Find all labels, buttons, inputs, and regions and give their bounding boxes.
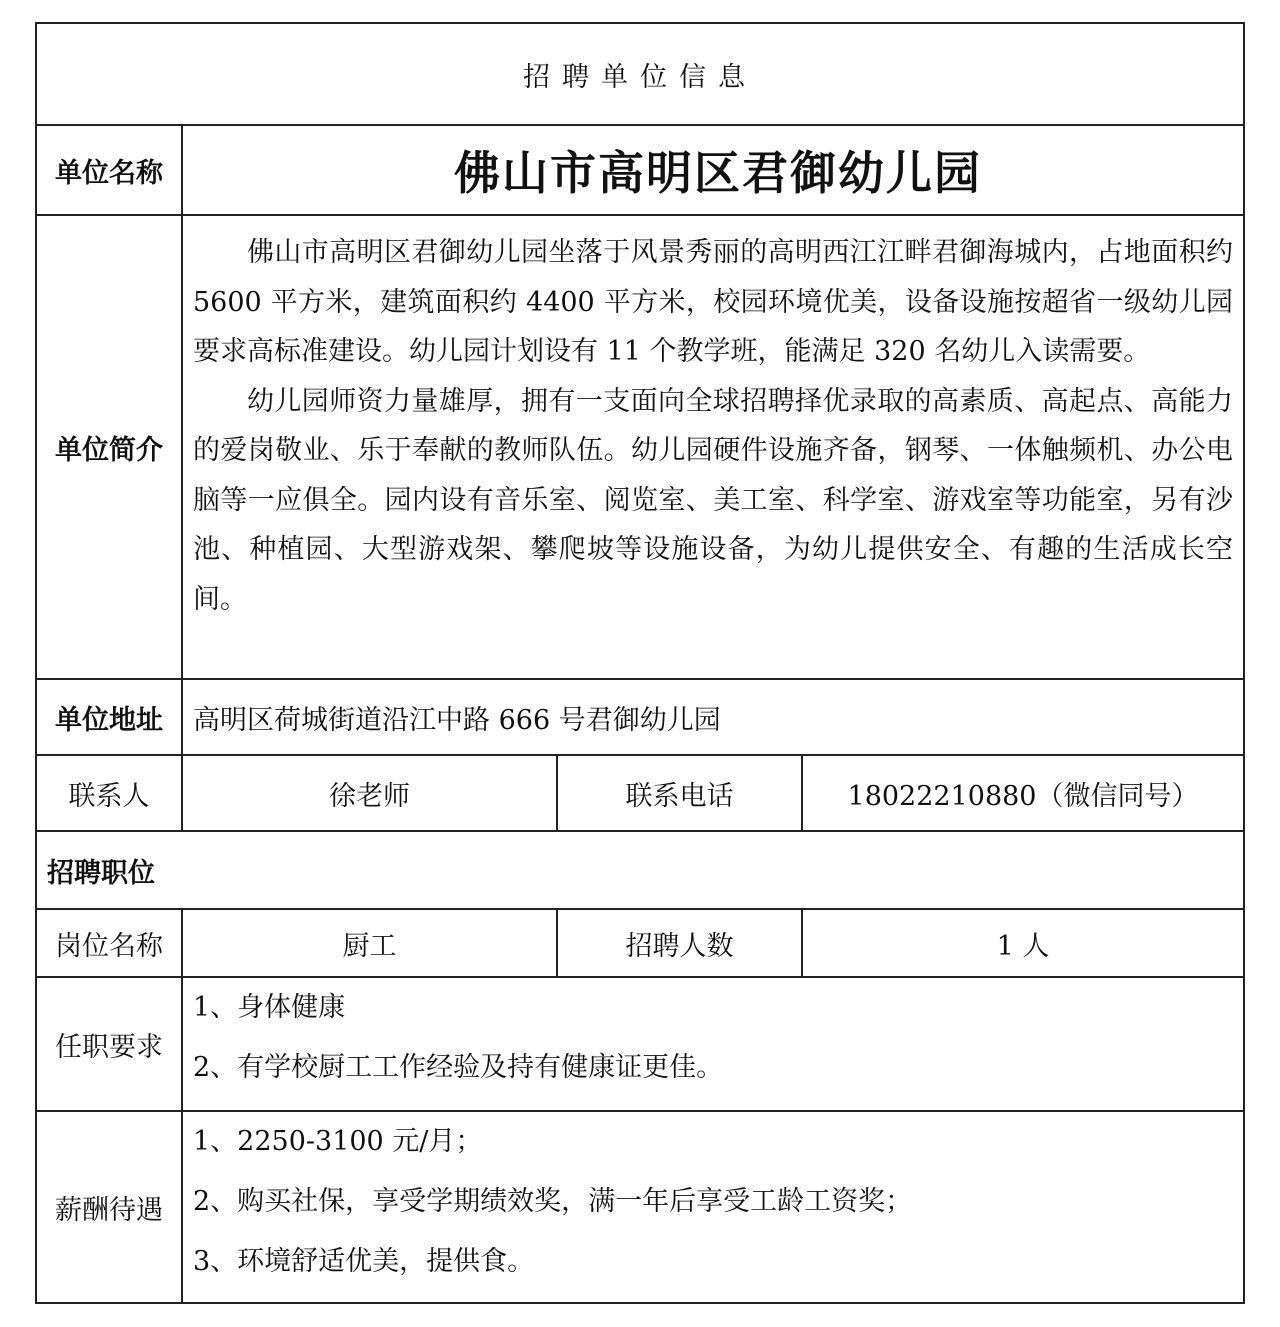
- recruitment-form: [35, 22, 1245, 1304]
- requirement-item: 2、有学校厨工工作经验及持有健康证更佳。: [193, 1052, 724, 1083]
- requirements-list: [183, 978, 1243, 1110]
- salary-item: 3、环境舒适优美，提供食。: [193, 1246, 535, 1277]
- requirements-label: 任职要求: [37, 978, 183, 1110]
- contact-phone: 18022210880（微信同号）: [847, 780, 1199, 812]
- salary-row: [37, 1112, 1243, 1302]
- salary-label: 薪酬待遇: [37, 1112, 183, 1302]
- unit-intro: [183, 216, 1243, 678]
- post-row: [37, 910, 1243, 978]
- salary-list: [183, 1112, 1243, 1302]
- jobs-section-label: 招聘职位: [47, 857, 155, 889]
- salary-item: 2、购买社保，享受学期绩效奖，满一年后享受工龄工资奖；: [193, 1186, 913, 1217]
- unit-address-label: 单位地址: [37, 680, 183, 754]
- unit-name-label: 单位名称: [37, 126, 183, 214]
- count-value: 1 人: [996, 930, 1050, 962]
- form-title-row: [37, 24, 1243, 126]
- unit-name: 佛山市高明区君御幼儿园: [454, 146, 982, 200]
- unit-name-row: [37, 126, 1243, 216]
- unit-address: 高明区荷城街道沿江中路 666 号君御幼儿园: [193, 704, 721, 736]
- post-name: 厨工: [183, 910, 558, 976]
- contact-row: [37, 756, 1243, 832]
- salary-item: 1、2250-3100 元/月；: [193, 1126, 483, 1157]
- requirement-item: 1、身体健康: [193, 992, 346, 1023]
- jobs-section-row: [37, 832, 1243, 910]
- form-title: 招聘单位信息: [523, 61, 757, 93]
- unit-intro-label: 单位简介: [37, 216, 183, 678]
- intro-paragraph-1: 佛山市高明区君御幼儿园坐落于风景秀丽的高明西江江畔君御海城内，占地面积约 5600 平方米，建筑面积约 4400 平方米，校园环境优美，设备设施按超省一级幼儿园要求高标准建设。幼儿园计划设有 11 个教学班，能满足 320 名幼儿入读需要。: [193, 237, 1233, 367]
- contact-phone-label: 联系电话: [558, 756, 803, 830]
- unit-address-row: [37, 680, 1243, 756]
- post-label: 岗位名称: [37, 910, 183, 976]
- intro-paragraph-2: 幼儿园师资力量雄厚，拥有一支面向全球招聘择优录取的高素质、高起点、高能力的爱岗敬业、乐于奉献的教师队伍。幼儿园硬件设施齐备，钢琴、一体触频机、办公电脑等一应俱全。园内设有音乐室、阅览室、美工室、科学室、游戏室等功能室，另有沙池、种植园、大型游戏架、攀爬坡等设施设备，为幼儿提供安全、有趣的生活成长空间。: [193, 385, 1233, 615]
- contact-person-label: 联系人: [37, 756, 183, 830]
- unit-intro-row: [37, 216, 1243, 680]
- count-label: 招聘人数: [558, 910, 803, 976]
- contact-person: 徐老师: [183, 756, 558, 830]
- requirements-row: [37, 978, 1243, 1112]
